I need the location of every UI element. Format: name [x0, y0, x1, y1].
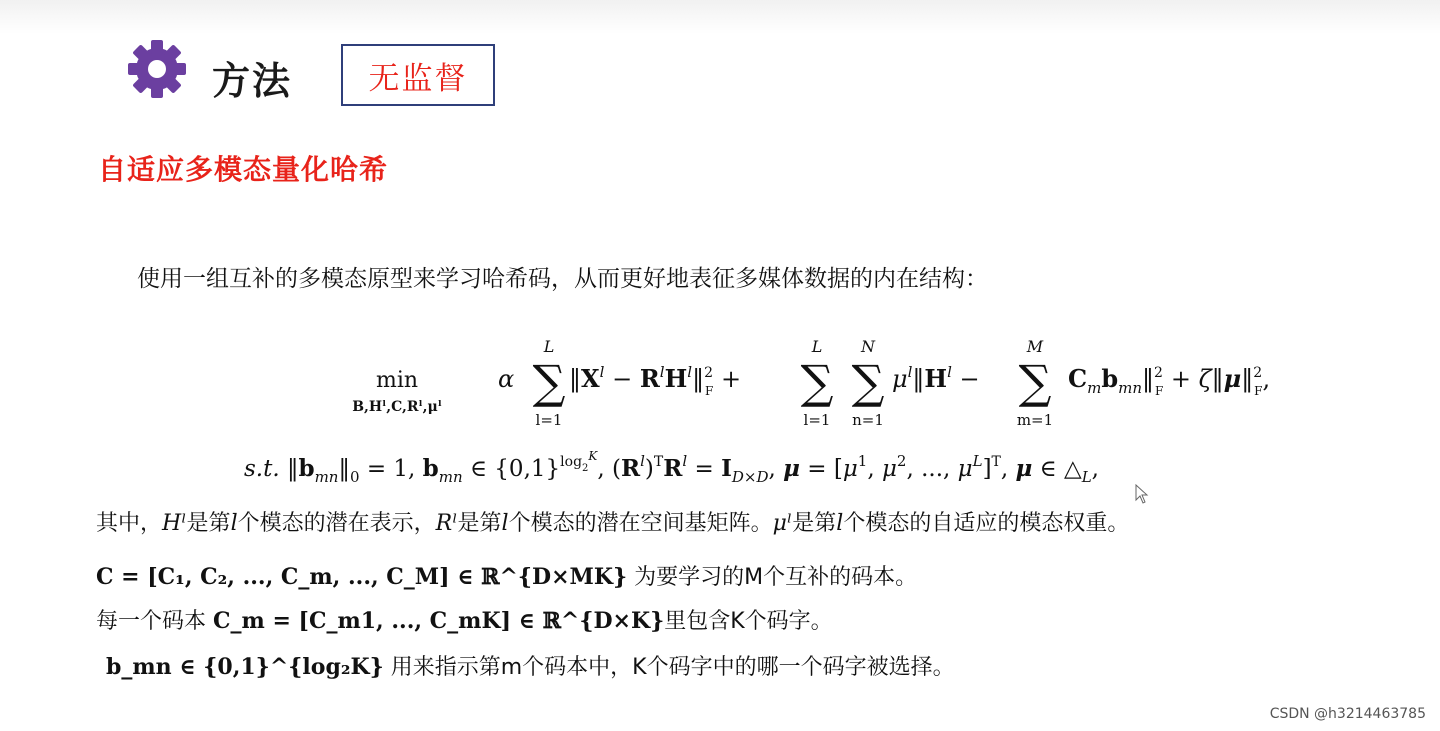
- desc-r-symbol: Rˡ: [435, 511, 458, 536]
- sum3-upper: N: [861, 337, 875, 356]
- indicator-definition: [106, 650, 955, 681]
- method-tag: [341, 44, 495, 106]
- method-title: 自适应多模态量化哈希: [98, 153, 389, 186]
- gear-icon: [124, 36, 190, 102]
- sum4-lower: m=1: [1016, 411, 1054, 429]
- indicator-math: b_mn ∈ {0,1}^{log₂K}: [106, 654, 384, 680]
- variable-description: [96, 506, 1129, 537]
- constraint-formula: [244, 444, 1344, 494]
- desc-text-3: 是第: [457, 511, 502, 536]
- indicator-text: 用来指示第m个码本中，K个码字中的哪一个码字被选择。: [390, 655, 955, 680]
- sum1-upper: L: [543, 337, 555, 356]
- intro-text: 使用一组互补的多模态原型来学习哈希码，从而更好地表征多媒体数据的内在结构：: [137, 266, 988, 292]
- codebook-item-definition: [96, 604, 833, 635]
- sum2-upper: L: [811, 337, 823, 356]
- codebook-item-prefix: 每一个码本: [96, 609, 207, 634]
- codebook-math: C = [C₁, C₂, ..., C_m, ..., C_M] ∈ ℝ^{D×MK}: [96, 564, 628, 590]
- sum4-upper: M: [1026, 337, 1044, 356]
- sum3-sigma: ∑: [851, 355, 885, 409]
- section-heading: 方法: [212, 59, 293, 103]
- sum1-sigma: ∑: [532, 355, 566, 409]
- codebook-text: 为要学习的M个互补的码本。: [634, 565, 918, 590]
- sum2-lower: l=1: [803, 411, 831, 429]
- codebook-item-math: C_m = [C_m1, ..., C_mK] ∈ ℝ^{D×K}: [213, 608, 665, 634]
- desc-prefix: 其中，: [96, 511, 163, 536]
- sum3-lower: n=1: [852, 411, 884, 429]
- codebook-definition: [96, 560, 917, 591]
- desc-l-symbol: l: [501, 511, 509, 536]
- desc-text-6: 个模态的自适应的模态权重。: [843, 511, 1130, 536]
- codebook-item-text: 里包含K个码字。: [664, 609, 833, 634]
- desc-text-4: 个模态的潜在空间基矩阵。: [508, 511, 773, 536]
- alpha-symbol: α: [498, 365, 515, 393]
- objective-term-2a: $\mu^l‖H^l$ −: [892, 363, 980, 393]
- csdn-watermark: CSDN @h3214463785: [1269, 706, 1426, 722]
- desc-text-2: 个模态的潜在表示，: [237, 511, 436, 536]
- objective-formula: [322, 335, 1342, 435]
- sum4-sigma: ∑: [1018, 355, 1052, 409]
- sum2-sigma: ∑: [800, 355, 834, 409]
- sum1-lower: l=1: [535, 411, 563, 429]
- svg-text:s.t. ‖bmn‖0 = 1, bmn ∈ {0,1}: s.t. $‖b_{mn}‖_0 = 1$, $b_{mn}$ ∈ $\{0,1\}^{log}_2^K$, $(R^l)^TR^l = I_{D\times D}$, $\mu = [\mu^1$, $\mu^2$, ..., $\mu^L]^T$, μ ∈ $\triangle_L$,: [244, 449, 1099, 486]
- desc-l-symbol: l: [836, 511, 844, 536]
- desc-l-symbol: l: [230, 511, 238, 536]
- desc-h-symbol: Hˡ: [162, 511, 187, 536]
- desc-mu-symbol: μˡ: [772, 511, 793, 536]
- objective-term-2b: $C_mb_{mn}‖^2$ F + ζ‖μ‖$^2$ F,: [1068, 364, 1271, 398]
- min-subscript: B,Hˡ,C,Rˡ,μˡ: [352, 399, 442, 415]
- mouse-cursor-icon: [1135, 484, 1149, 504]
- method-tag-label: 无监督: [368, 60, 468, 97]
- min-operator: min: [375, 368, 419, 393]
- objective-term-1: $‖X^l$ − $R^lH^l‖^2$ F +: [569, 363, 742, 398]
- desc-text-1: 是第: [186, 511, 231, 536]
- desc-text-5: 是第: [792, 511, 837, 536]
